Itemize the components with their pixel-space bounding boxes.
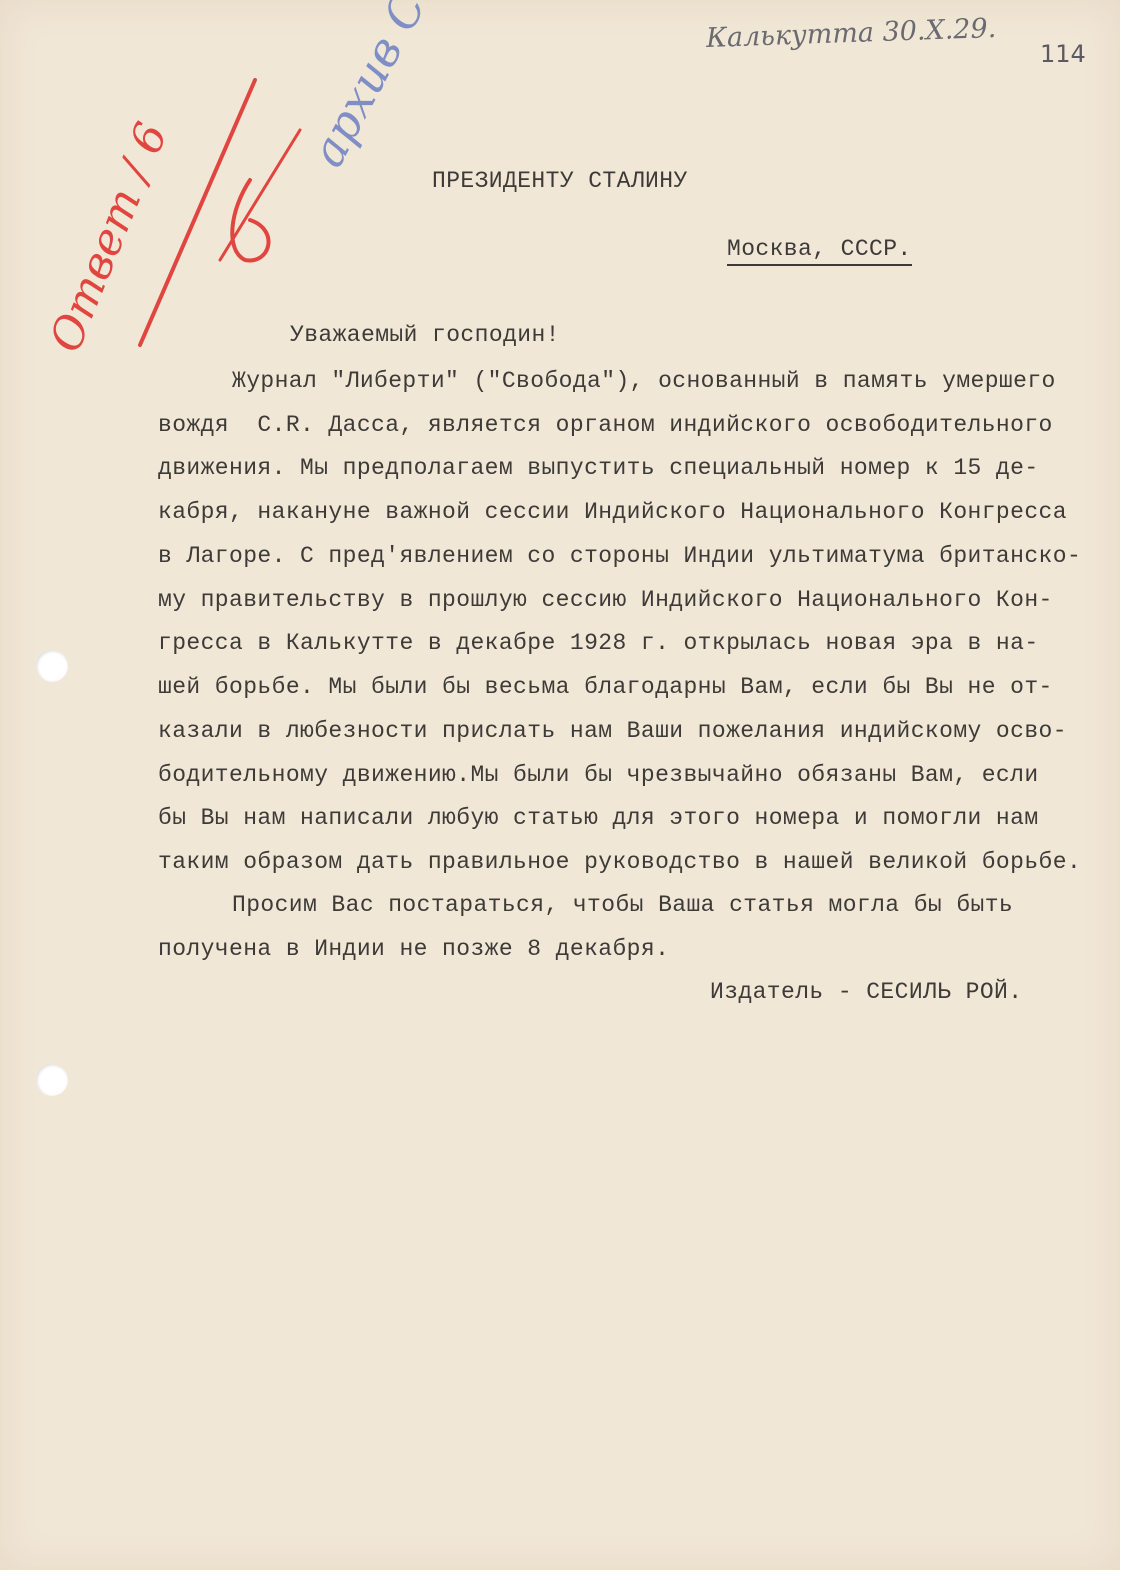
body-line: кабря, накануне важной сессии Индийского Национального Конгресса [158, 499, 1067, 525]
place-date-annotation: Калькутта 30.X.29. [705, 12, 997, 55]
closing-line: Просим Вас постараться, чтобы Ваша статья могла бы быть [232, 892, 1014, 918]
body-line: му правительству в прошлую сессию Индийского Национального Кон- [158, 587, 1053, 613]
body-line: бодительному движению.Мы были бы чрезвычайно обязаны Вам, если [158, 762, 1039, 788]
body-line: казали в любезности прислать нам Ваши пожелания индийскому осво- [158, 718, 1067, 744]
body-line: движения. Мы предполагаем выпустить специальный номер к 15 де- [158, 455, 1039, 481]
punch-hole-bottom [36, 1064, 68, 1096]
punch-hole-top [36, 650, 68, 682]
body-line: шей борьбе. Мы были бы весьма благодарны Вам, если бы Вы не от- [158, 674, 1053, 700]
body-line: Журнал "Либерти" ("Свобода"), основанный в память умершего [232, 368, 1056, 394]
scan-margin-right [1120, 0, 1146, 1591]
reply-annotation: Ответ / 6 [40, 115, 178, 360]
salutation: Уважаемый господин! [290, 322, 560, 348]
red-slash-stroke [140, 80, 255, 345]
body-line: таким образом дать правильное руководство в нашей великой борьбе. [158, 849, 1082, 875]
body-line: вождя C.R. Дасса, является органом индийского освободительного [158, 412, 1053, 438]
page-number: 114 [1040, 40, 1086, 68]
addressee-heading: ПРЕЗИДЕНТУ СТАЛИНУ [432, 168, 688, 194]
signature-line: Издатель - СЕСИЛЬ РОЙ. [710, 979, 1023, 1005]
body-line: бы Вы нам написали любую статью для этого номера и помогли нам [158, 805, 1039, 831]
body-line: гресса в Калькутте в декабре 1928 г. открылась новая эра в на- [158, 630, 1039, 656]
scan-margin-bottom [0, 1570, 1146, 1591]
location-line: Москва, СССР. [727, 236, 912, 266]
closing-line: получена в Индии не позже 8 декабря. [158, 936, 670, 962]
body-line: в Лагоре. С пред'явлением со стороны Индии ультиматума британско- [158, 543, 1082, 569]
